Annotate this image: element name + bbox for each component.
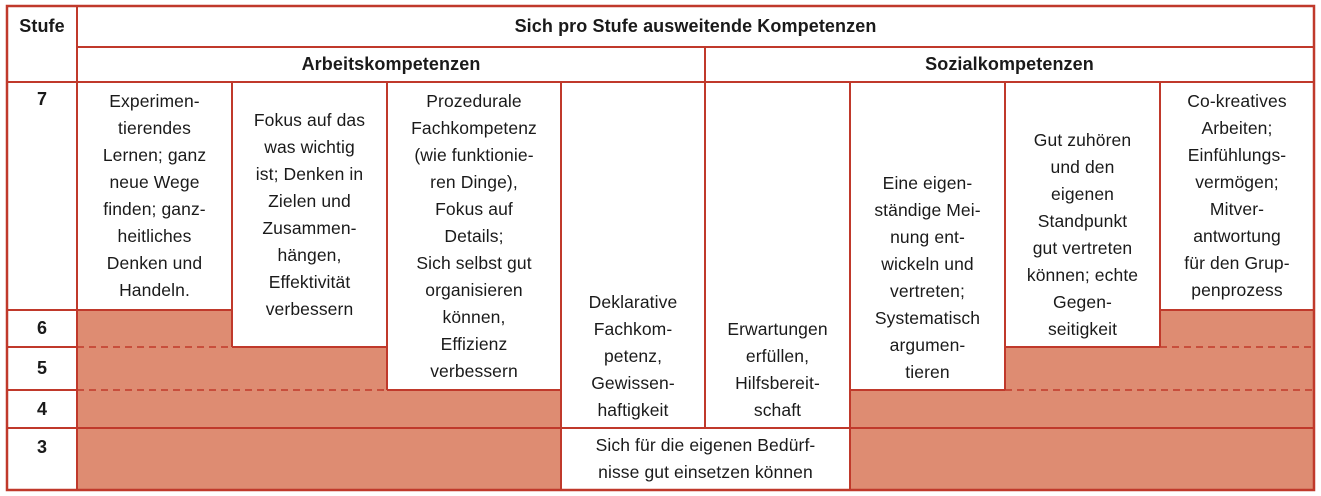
cell-co-kreatives-arbeiten: Co-kreatives Arbeiten; Einfühlungs- vermögen; Mitver- antwortung für den Grup- penprozess (1184, 91, 1290, 300)
sozial-header: Sozialkompetenzen (925, 54, 1094, 74)
fill-col6-bottom (850, 390, 1314, 490)
level-7: 7 (36, 88, 48, 109)
fill-col7 (1005, 347, 1314, 390)
level-6: 6 (36, 318, 48, 338)
cell-deklarative-fachkompetenz: Deklarative Fachkom- petenz, Gewissen- haftigkeit (588, 292, 678, 420)
cell-erwartungen-erfuellen: Erwartungen erfüllen, Hilfsbereit- schaft (727, 319, 828, 420)
level-4: 4 (36, 398, 48, 419)
cell-prozedurale-fachkompetenz: Prozedurale Fachkompetenz (wie funktionie- ren Dinge), Fokus auf Details; Sich selbst gut organisieren können, Effizienz verbessern (411, 90, 537, 381)
cell-fokus-auf-das-wichtige: Fokus auf das was wichtig ist; Denken in Zielen und Zusammen- hängen, Effektivität verbessern (253, 109, 366, 319)
cell-eigene-meinung: Eine eigen- ständige Mei- nung ent- wickeln und vertreten; Systematisch argumen- tieren (874, 173, 981, 382)
cell-beduerfnisse-einsetzen: Sich für die eigenen Bedürf- nisse gut einsetzen können (595, 435, 816, 482)
level-3: 3 (36, 436, 48, 457)
arbeits-header: Arbeitskompetenzen (301, 54, 481, 74)
stufe-header: Stufe (19, 16, 65, 36)
fill-col4-5 (77, 428, 561, 490)
level-5: 5 (36, 358, 48, 378)
cell-experimentierendes-lernen: Experimen- tierendes Lernen; ganz neue Wege finden; ganz- heitliches Denken und Handeln. (102, 91, 207, 300)
table-title: Sich pro Stufe ausweitende Kompetenzen (514, 16, 877, 36)
fill-col8 (1160, 310, 1314, 347)
cell-gut-zuhoeren: Gut zuhören und den eigenen Standpunkt gut vertreten können; echte Gegen- seitigkeit (1026, 130, 1139, 339)
